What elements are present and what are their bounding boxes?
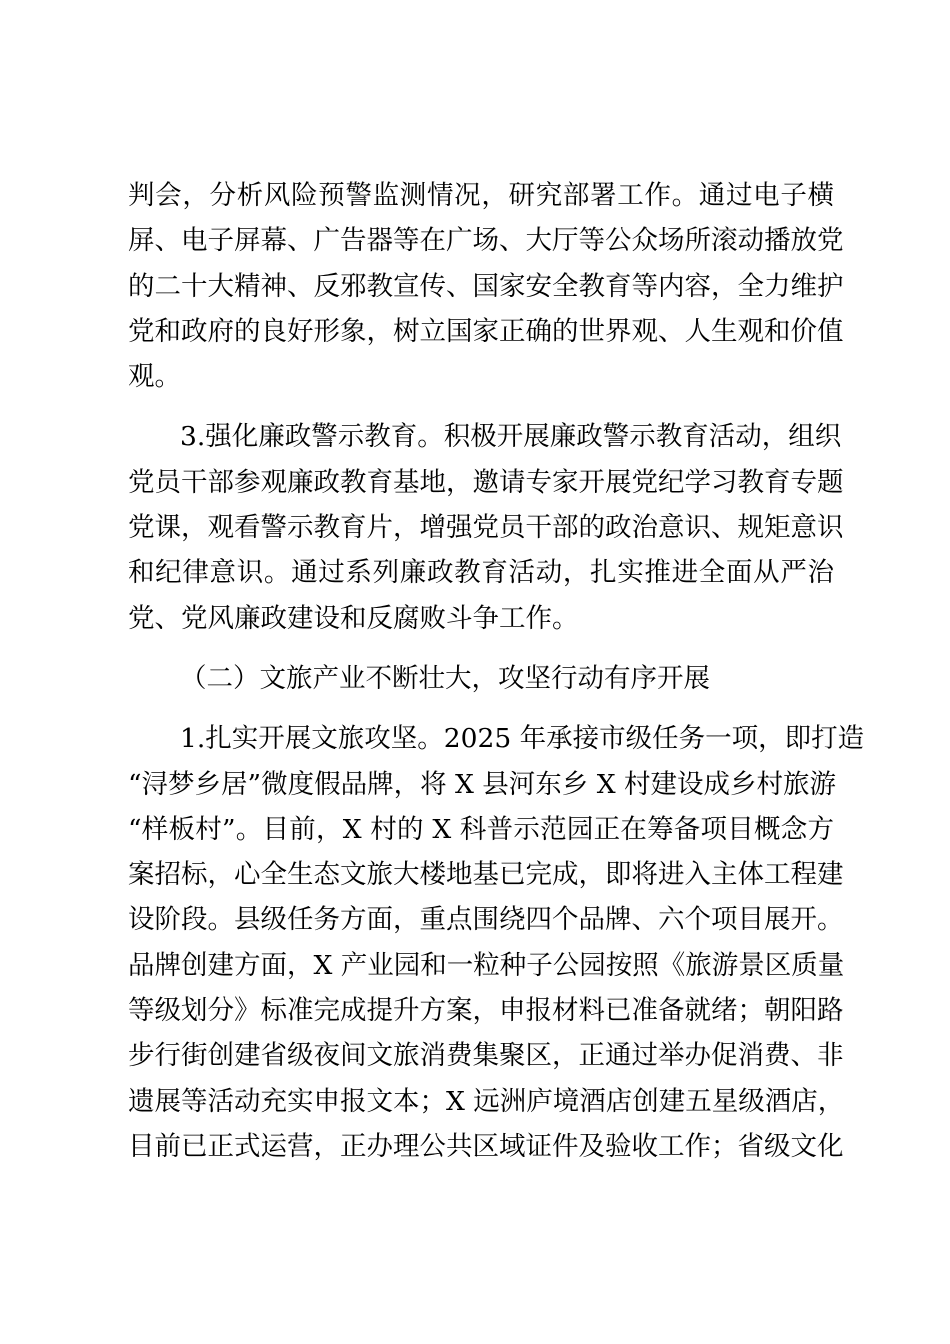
- section-heading-text: （二）文旅产业不断壮大，攻坚行动有序开展: [180, 662, 710, 694]
- text-line: “样板村”。目前，X 村的 X 科普示范园正在筹备项目概念方: [128, 813, 834, 845]
- paragraph-tourism: [128, 716, 865, 1169]
- text-line: 判会，分析风险预警监测情况，研究部署工作。通过电子横: [128, 180, 834, 211]
- text-line: 步行街创建省级夜间文旅消费集聚区，正通过举办促消费、非: [128, 1040, 844, 1072]
- text-line: “浔梦乡居”微度假品牌，将 X 县河东乡 X 村建设成乡村旅游: [128, 768, 837, 800]
- text-line: 屏、电子屏幕、广告器等在广场、大厅等公众场所滚动播放党: [128, 225, 844, 257]
- text-line: 设阶段。县级任务方面，重点围绕四个品牌、六个项目展开。: [128, 904, 844, 936]
- document-body: [128, 173, 865, 1169]
- text-line: 党课，观看警示教育片，增强党员干部的政治意识、规矩意识: [128, 512, 844, 544]
- text-line: 和纪律意识。通过系列廉政教育活动，扎实推进全面从严治: [128, 557, 834, 589]
- text-line: 党和政府的良好形象，树立国家正确的世界观、人生观和价值: [128, 315, 844, 347]
- text-line: 遗展等活动充实申报文本；X 远洲庐境酒店创建五星级酒店，: [128, 1085, 845, 1117]
- text-line: 党、党风廉政建设和反腐败斗争工作。: [128, 602, 579, 634]
- text-line: 案招标，心全生态文旅大楼地基已完成，即将进入主体工程建: [128, 859, 844, 891]
- text-line: 3.强化廉政警示教育。积极开展廉政警示教育活动，组织: [180, 421, 842, 453]
- text-line: 的二十大精神、反邪教宣传、国家安全教育等内容，全力维护: [128, 270, 844, 302]
- section-heading: [128, 656, 834, 701]
- text-line: 1.扎实开展文旅攻坚。2025 年承接市级任务一项，即打造: [180, 723, 865, 755]
- text-line: 党员干部参观廉政教育基地，邀请专家开展党纪学习教育专题: [128, 466, 844, 498]
- text-line: 等级划分》标准完成提升方案，申报材料已准备就绪；朝阳路: [128, 995, 844, 1027]
- text-line: 观。: [128, 361, 181, 393]
- paragraph-propaganda: [128, 173, 844, 399]
- paragraph-integrity-education: [128, 414, 844, 640]
- text-line: 目前已正式运营，正办理公共区域证件及验收工作；省级文化: [128, 1130, 844, 1162]
- text-line: 品牌创建方面，X 产业园和一粒种子公园按照《旅游景区质量: [128, 949, 845, 981]
